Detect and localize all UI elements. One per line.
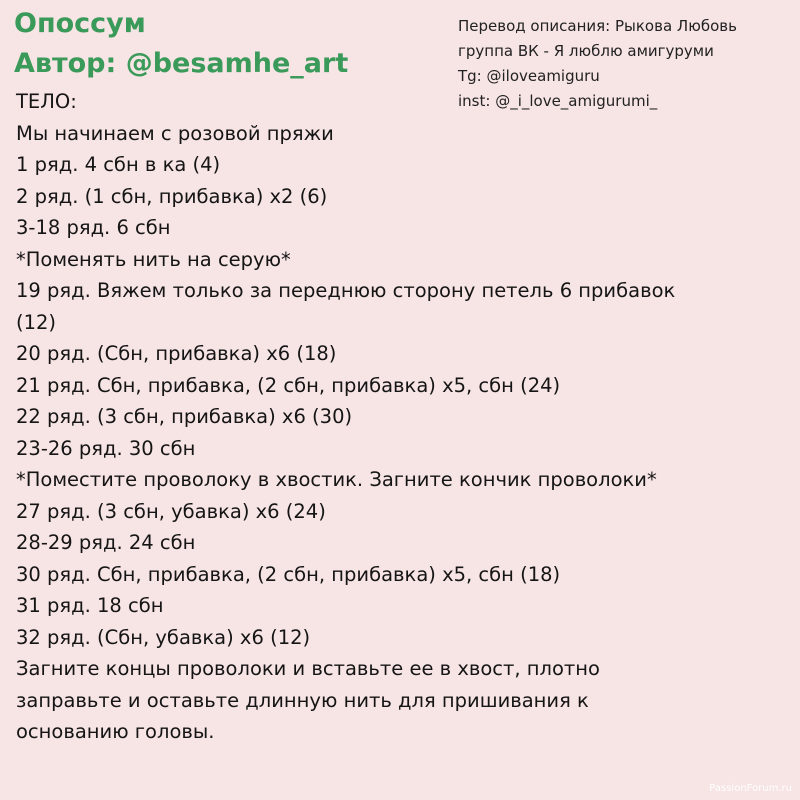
- instruction-line: основанию головы.: [16, 720, 215, 743]
- instruction-line: заправьте и оставьте длинную нить для пришивания к: [16, 688, 589, 712]
- instruction-line: 21 ряд. Сбн, прибавка, (2 сбн, прибавка) х5, сбн (24): [16, 373, 561, 397]
- instruction-line: 23-26 ряд. 30 сбн: [16, 436, 196, 460]
- instruction-line: 3-18 ряд. 6 сбн: [16, 216, 171, 239]
- instruction-line: 32 ряд. (Сбн, убавка) х6 (12): [16, 625, 311, 649]
- instruction-line: 27 ряд. (3 сбн, убавка) х6 (24): [16, 499, 326, 523]
- instruction-line: Мы начинаем с розовой пряжи: [16, 121, 334, 145]
- instruction-line: *Поместите проволоку в хвостик. Загните кончик проволоки*: [16, 468, 657, 491]
- pattern-instructions: [16, 86, 786, 748]
- instruction-line: 22 ряд. (3 сбн, прибавка) х6 (30): [16, 405, 353, 428]
- instruction-line: 2 ряд. (1 сбн, прибавка) х2 (6): [16, 184, 328, 208]
- watermark: PassionForum.ru: [709, 783, 792, 794]
- credit-line: inst: @_i_love_amigurumi_: [458, 92, 658, 110]
- credit-line: Перевод описания: Рыкова Любовь: [458, 17, 737, 35]
- instruction-line: 28-29 ряд. 24 сбн: [16, 531, 196, 554]
- instruction-line: 30 ряд. Сбн, прибавка, (2 сбн, прибавка) х5, сбн (18): [16, 562, 561, 586]
- credit-line: Tg: @iloveamiguru: [458, 67, 600, 85]
- page-title: Опоссум: [14, 8, 146, 39]
- author-line: Автор: @besamhe_art: [14, 48, 349, 79]
- title-block: [14, 4, 348, 84]
- instruction-line: 31 ряд. 18 сбн: [16, 594, 164, 617]
- instruction-line: (12): [16, 310, 57, 334]
- section-heading: ТЕЛО:: [16, 90, 77, 113]
- instruction-line: *Поменять нить на серую*: [16, 247, 291, 271]
- instruction-line: 1 ряд. 4 сбн в ка (4): [16, 153, 221, 176]
- instruction-line: Загните концы проволоки и вставьте ее в хвост, плотно: [16, 657, 600, 680]
- credit-line: группа ВК - Я люблю амигуруми: [458, 42, 714, 60]
- instruction-line: 19 ряд. Вяжем только за переднюю сторону петель 6 прибавок: [16, 279, 676, 302]
- instruction-line: 20 ряд. (Сбн, прибавка) х6 (18): [16, 342, 337, 365]
